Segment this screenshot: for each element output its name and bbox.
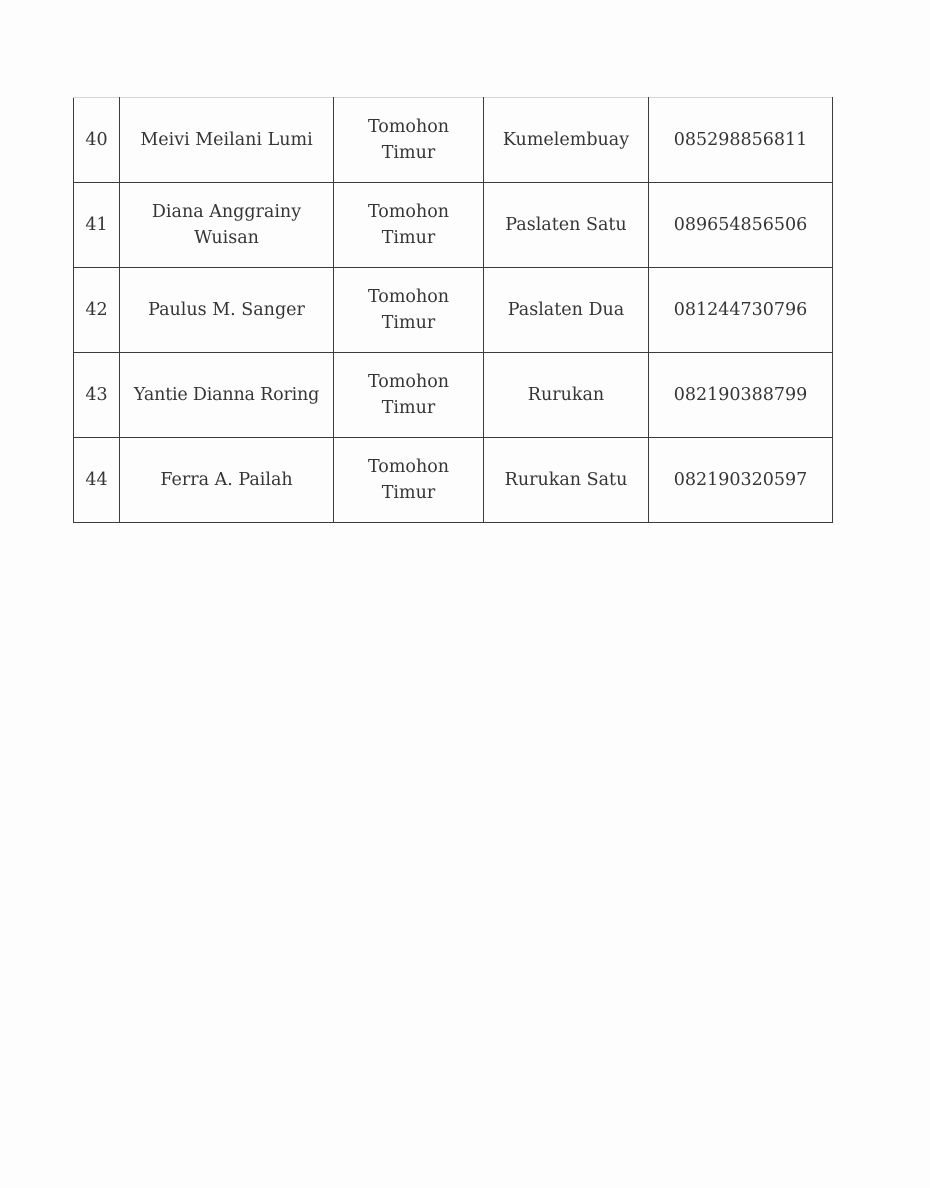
row-number-cell [74,183,120,268]
kecamatan-cell [334,438,484,523]
kecamatan-name: Tomohon Timur [367,287,450,333]
phone-cell [649,353,833,438]
kelurahan-name: Rurukan [527,385,605,405]
kelurahan-cell [484,438,649,523]
kelurahan-name: Paslaten Dua [507,300,625,320]
person-name: Ferra A. Pailah [160,470,293,490]
name-cell [120,98,334,183]
row-number: 40 [85,130,108,150]
kelurahan-cell [484,268,649,353]
contact-table [73,97,833,523]
table-row [74,268,833,353]
table-row [74,438,833,523]
table-row [74,183,833,268]
kecamatan-cell [334,183,484,268]
kecamatan-cell [334,98,484,183]
row-number: 44 [85,470,108,490]
name-cell [120,268,334,353]
name-cell [120,353,334,438]
table-row [74,98,833,183]
kelurahan-cell [484,98,649,183]
kecamatan-name: Tomohon Timur [367,457,450,503]
row-number: 42 [85,300,108,320]
phone-cell [649,268,833,353]
name-cell [120,438,334,523]
row-number: 41 [85,215,108,235]
kelurahan-name: Kumelembuay [502,130,630,150]
row-number-cell [74,98,120,183]
row-number-cell [74,268,120,353]
row-number: 43 [85,385,108,405]
kecamatan-cell [334,353,484,438]
phone-cell [649,183,833,268]
person-name: Paulus M. Sanger [148,300,305,320]
row-number-cell [74,438,120,523]
person-name: Diana Anggrainy Wuisan [151,202,302,248]
kecamatan-name: Tomohon Timur [367,117,450,163]
kecamatan-cell [334,268,484,353]
kelurahan-name: Paslaten Satu [505,215,627,235]
kecamatan-name: Tomohon Timur [367,202,450,248]
phone-number: 089654856506 [673,215,808,235]
row-number-cell [74,353,120,438]
phone-number: 082190320597 [673,470,808,490]
phone-cell [649,438,833,523]
phone-number: 085298856811 [673,130,808,150]
name-cell [120,183,334,268]
kecamatan-name: Tomohon Timur [367,372,450,418]
person-name: Meivi Meilani Lumi [140,130,313,150]
person-name: Yantie Dianna Roring [133,385,320,405]
kelurahan-cell [484,353,649,438]
phone-cell [649,98,833,183]
phone-number: 081244730796 [673,300,808,320]
kelurahan-cell [484,183,649,268]
table-row [74,353,833,438]
kelurahan-name: Rurukan Satu [504,470,628,490]
phone-number: 082190388799 [673,385,808,405]
